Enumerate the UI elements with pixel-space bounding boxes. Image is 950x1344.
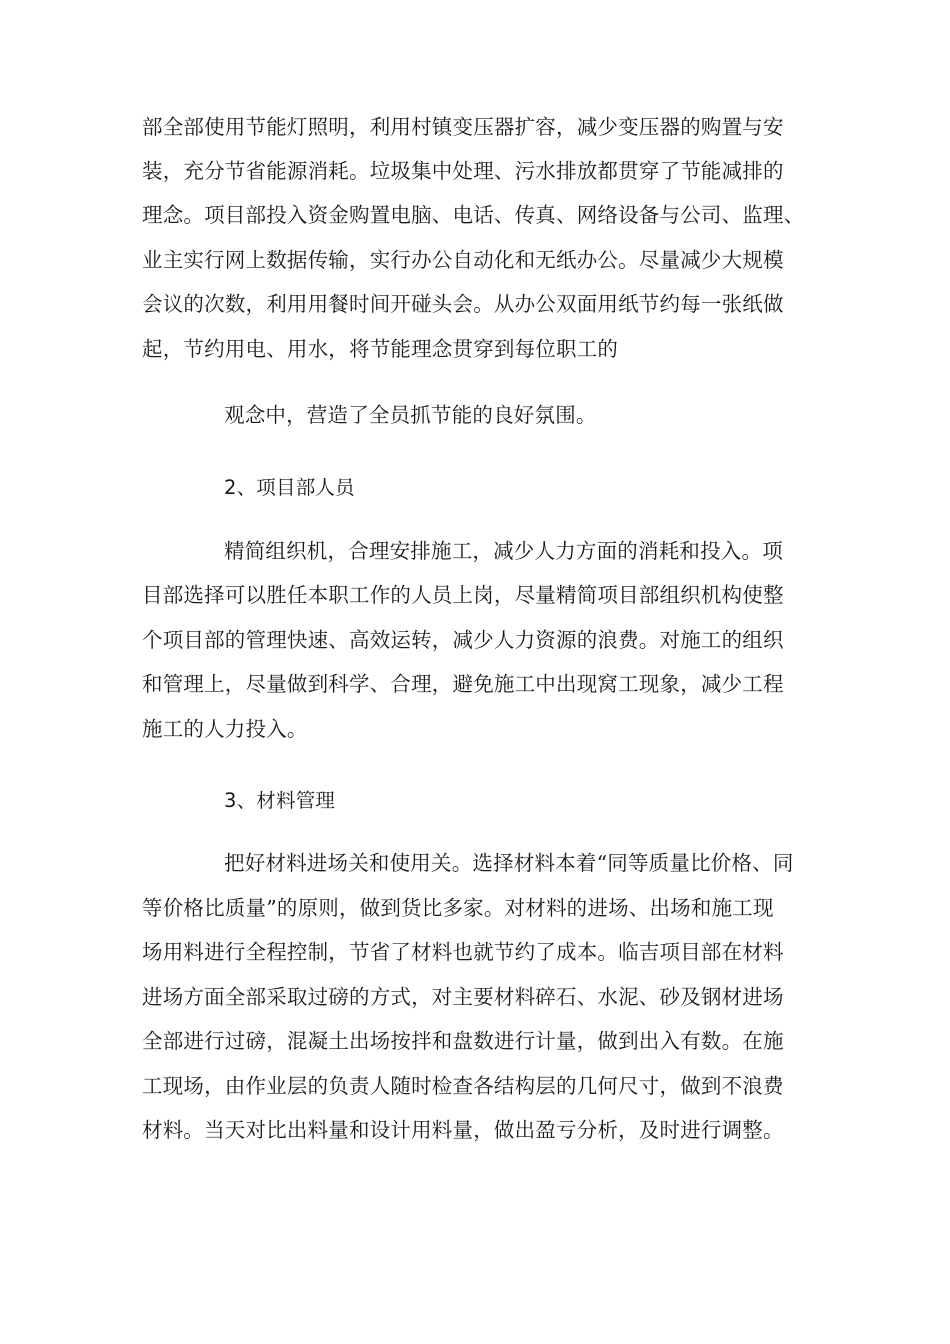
paragraph-line: 材料。当天对比出料量和设计用料量，做出盈亏分析，及时进行调整。 [142, 1118, 784, 1142]
paragraph-line: 和管理上，尽量做到科学、合理，避免施工中出现窝工现象，减少工程 [142, 672, 784, 696]
section-heading: 2、项目部人员 [224, 476, 355, 499]
paragraph-line: 目部选择可以胜任本职工作的人员上岗，尽量精简项目部组织机构使整 [142, 583, 784, 607]
paragraph-line: 把好材料进场关和使用关。选择材料本着“同等质量比价格、同 [224, 851, 794, 875]
paragraph-line: 施工的人力投入。 [142, 717, 308, 741]
paragraph-line: 工现场，由作业层的负责人随时检查各结构层的几何尺寸，做到不浪费 [142, 1074, 784, 1098]
paragraph-line: 起，节约用电、用水，将节能理念贯穿到每位职工的 [142, 337, 619, 361]
paragraph-line: 精简组织机，合理安排施工，减少人力方面的消耗和投入。项 [224, 539, 783, 563]
paragraph-line: 业主实行网上数据传输，实行办公自动化和无纸办公。尽量减少大规模 [142, 248, 784, 272]
section-heading: 3、材料管理 [224, 789, 336, 812]
paragraph-line: 观念中，营造了全员抓节能的良好氛围。 [224, 403, 597, 427]
paragraph-line: 理念。项目部投入资金购置电脑、电话、传真、网络设备与公司、监理、 [142, 203, 805, 227]
paragraph-line: 场用料进行全程控制，节省了材料也就节约了成本。临吉项目部在材料 [142, 940, 784, 964]
paragraph-line: 装，充分节省能源消耗。垃圾集中处理、污水排放都贯穿了节能减排的 [142, 159, 784, 183]
paragraph-line: 个项目部的管理快速、高效运转，减少人力资源的浪费。对施工的组织 [142, 628, 784, 652]
paragraph-line: 部全部使用节能灯照明，利用村镇变压器扩容，减少变压器的购置与安 [142, 115, 784, 139]
paragraph-line: 全部进行过磅，混凝土出场按拌和盘数进行计量，做到出入有数。在施 [142, 1029, 784, 1053]
paragraph-line: 会议的次数，利用用餐时间开碰头会。从办公双面用纸节约每一张纸做 [142, 292, 784, 316]
paragraph-line: 进场方面全部采取过磅的方式，对主要材料碎石、水泥、砂及钢材进场 [142, 985, 784, 1009]
paragraph-line: 等价格比质量”的原则，做到货比多家。对材料的进场、出场和施工现 [142, 896, 774, 920]
